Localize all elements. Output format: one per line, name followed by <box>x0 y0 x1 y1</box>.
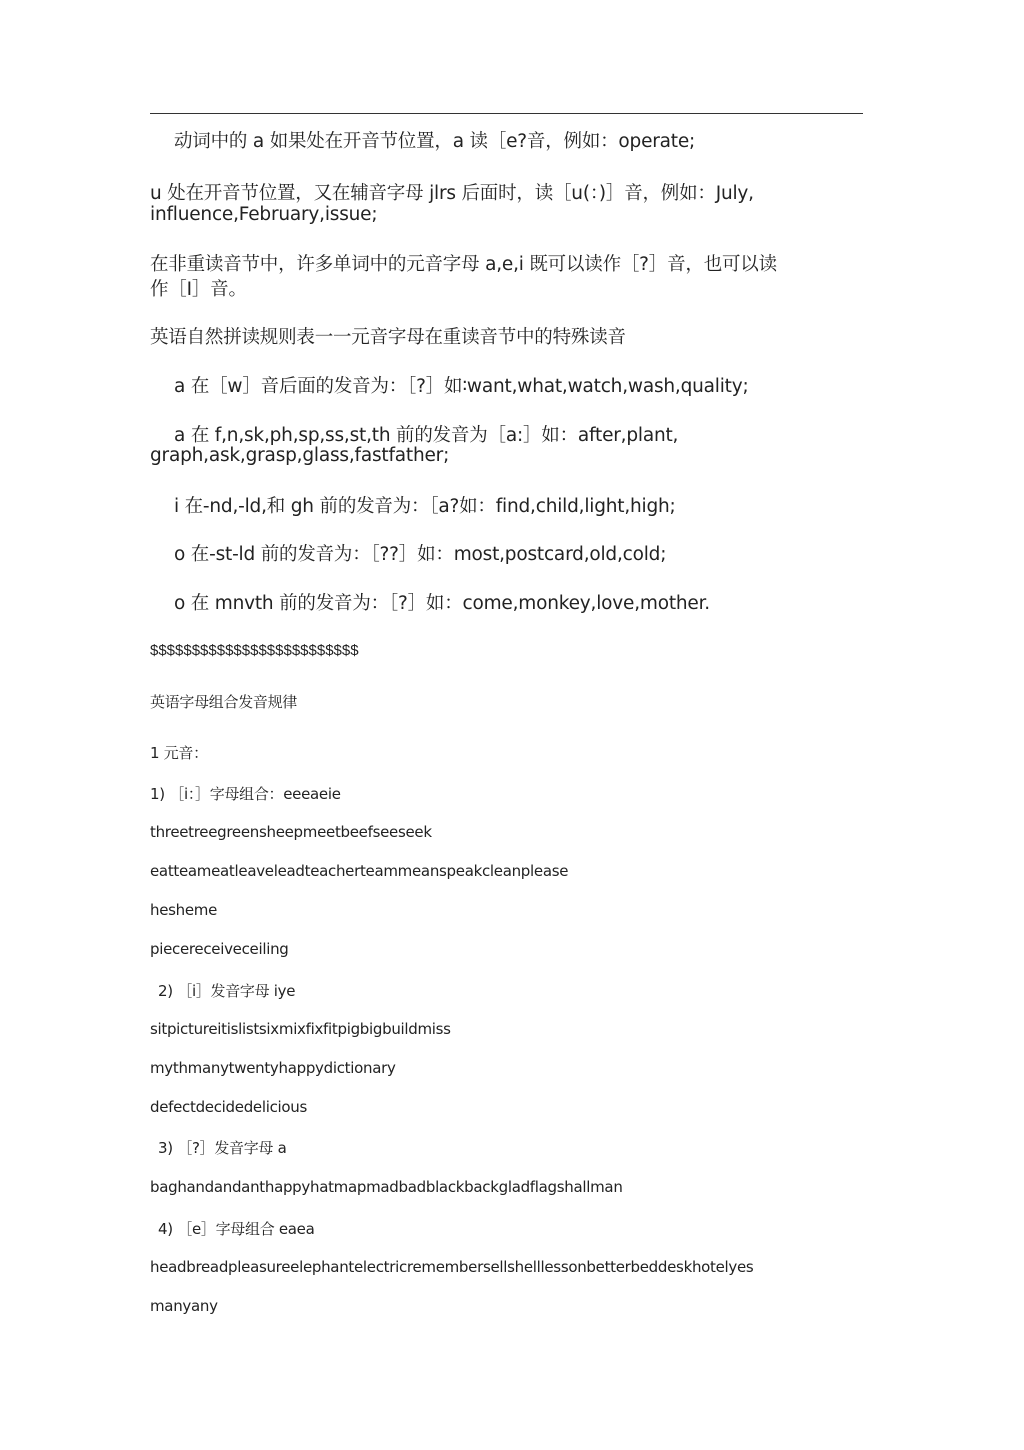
word-list-line: hesheme <box>150 901 218 919</box>
rule-a-after-w: a 在［w］音后面的发音为：［?］如∶want,what,watch,wash,quality; <box>174 376 749 397</box>
rule-i-before-nd-ld-gh: i 在-nd,-ld,和 gh 前的发音为：［a?如：find,child,light,high; <box>174 496 676 517</box>
rule-a-before-consonants-line1: a 在 f,n,sk,ph,sp,ss,st,th 前的发音为［a:］如：after,plant, <box>174 425 679 446</box>
paragraph-a-open-syllable: 动词中的 a 如果处在开音节位置，a 读［e?音，例如：operate; <box>174 131 696 152</box>
section-title: 英语字母组合发音规律 <box>150 693 298 711</box>
word-list-line: threetreegreensheepmeetbeefseeseek <box>150 823 432 841</box>
section-subtitle-vowels: 1 元音： <box>150 744 208 762</box>
vowel-item-heading: 4) ［e］字母组合 eaea <box>158 1220 315 1238</box>
rule-o-before-st-ld: o 在-st-ld 前的发音为：［??］如：most,postcard,old,cold; <box>174 544 667 565</box>
word-list-line: defectdecidedelicious <box>150 1098 308 1116</box>
paragraph-unstressed-line1: 在非重读音节中，许多单词中的元音字母 a,e,i 既可以读作［?］音，也可以读 <box>150 254 777 275</box>
vowel-item-heading: 2) ［i］发音字母 iye <box>158 982 296 1000</box>
paragraph-u-open-syllable-line2: influence,February,issue; <box>150 204 378 225</box>
separator-line: $$$$$$$$$$$$$$$$$$$$$$$$$ <box>150 642 359 659</box>
paragraph-unstressed-line2: 作［I］音。 <box>150 279 247 300</box>
vowel-item-heading: 3) ［?］发音字母 a <box>158 1139 287 1157</box>
vowel-item-heading: 1) ［i：］字母组合：eeeaeie <box>150 785 341 803</box>
paragraph-u-open-syllable-line1: u 处在开音节位置，又在辅音字母 jlrs 后面时，读［u(：)］音，例如：July, <box>150 183 754 204</box>
word-list-line: sitpictureitislistsixmixfixfitpigbigbuildmiss <box>150 1020 451 1038</box>
word-list-line: headbreadpleasureelephantelectricremembersellshelllessonbetterbeddeskhotelyes <box>150 1258 754 1276</box>
phonics-table-heading: 英语自然拼读规则表一一元音字母在重读音节中的特殊读音 <box>150 327 626 348</box>
word-list-line: piecereceiveceiling <box>150 940 289 958</box>
rule-o-before-mnvth: o 在 mnvth 前的发音为：［?］如：come,monkey,love,mother. <box>174 593 710 614</box>
word-list-line: baghandandanthappyhatmapmadbadblackbackgladflagshallman <box>150 1178 623 1196</box>
header-rule <box>150 113 863 114</box>
word-list-line: manyany <box>150 1297 218 1315</box>
word-list-line: mythmanytwentyhappydictionary <box>150 1059 396 1077</box>
word-list-line: eatteameatleaveleadteacherteammeanspeakcleanplease <box>150 862 569 880</box>
rule-a-before-consonants-line2: graph,ask,grasp,glass,fastfather; <box>150 445 450 466</box>
